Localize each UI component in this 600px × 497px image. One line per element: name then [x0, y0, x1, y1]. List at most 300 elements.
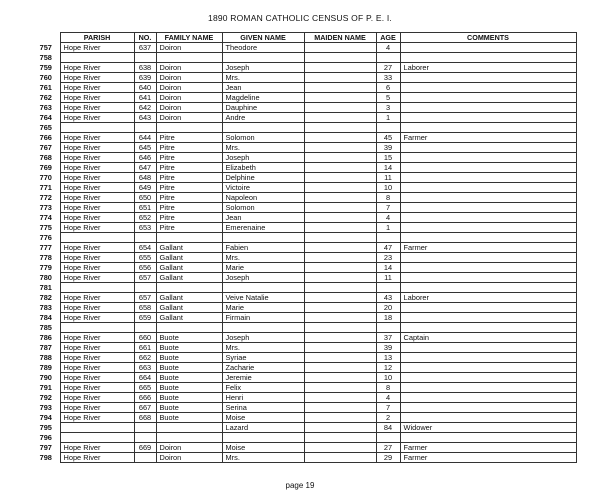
age-cell: 29 — [376, 453, 400, 463]
given-name-cell: Mrs. — [222, 253, 304, 263]
census-table — [32, 32, 577, 463]
header-row — [32, 33, 576, 43]
given-name-cell: Victoire — [222, 183, 304, 193]
table-row — [32, 223, 576, 233]
family-name-cell: Doiron — [156, 93, 222, 103]
row-number: 798 — [39, 453, 52, 462]
family-name-cell: Pitre — [156, 163, 222, 173]
family-name-cell: Pitre — [156, 153, 222, 163]
row-number: 764 — [39, 113, 52, 122]
table-row — [32, 63, 576, 73]
row-number: 771 — [39, 183, 52, 192]
comments-cell — [400, 223, 576, 233]
given-name-cell: Elizabeth — [222, 163, 304, 173]
comments-cell: Widower — [400, 423, 576, 433]
family-name-cell: Gallant — [156, 293, 222, 303]
number-cell: 669 — [134, 443, 156, 453]
comments-cell: Laborer — [400, 63, 576, 73]
comments-cell — [400, 143, 576, 153]
parish-cell: Hope River — [60, 263, 134, 273]
parish-cell: Hope River — [60, 213, 134, 223]
table-row — [32, 183, 576, 193]
number-cell — [134, 453, 156, 463]
age-cell: 45 — [376, 133, 400, 143]
given-name-cell: Napoleon — [222, 193, 304, 203]
comments-cell — [400, 303, 576, 313]
census-body — [32, 43, 576, 463]
row-number: 762 — [39, 93, 52, 102]
given-name-cell — [222, 233, 304, 243]
row-number: 759 — [39, 63, 52, 72]
parish-cell: Hope River — [60, 293, 134, 303]
maiden-name-cell — [304, 323, 376, 333]
maiden-name-cell — [304, 423, 376, 433]
comments-cell: Farmer — [400, 243, 576, 253]
row-number: 763 — [39, 103, 52, 112]
comments-cell — [400, 183, 576, 193]
family-name-cell — [156, 53, 222, 63]
age-cell: 47 — [376, 243, 400, 253]
given-name-cell: Mrs. — [222, 343, 304, 353]
age-cell — [376, 53, 400, 63]
comments-cell: Farmer — [400, 453, 576, 463]
comments-cell: Captain — [400, 333, 576, 343]
maiden-name-cell — [304, 133, 376, 143]
given-name-cell: Solomon — [222, 203, 304, 213]
number-cell: 666 — [134, 393, 156, 403]
number-cell: 639 — [134, 73, 156, 83]
parish-cell: Hope River — [60, 143, 134, 153]
maiden-name-cell — [304, 163, 376, 173]
row-number: 769 — [39, 163, 52, 172]
comments-cell — [400, 383, 576, 393]
comments-cell — [400, 233, 576, 243]
maiden-name-cell — [304, 313, 376, 323]
table-row — [32, 383, 576, 393]
comments-cell — [400, 103, 576, 113]
number-cell: 652 — [134, 213, 156, 223]
family-name-cell: Buote — [156, 353, 222, 363]
number-cell — [134, 123, 156, 133]
table-row — [32, 143, 576, 153]
comments-cell — [400, 163, 576, 173]
age-cell: 11 — [376, 173, 400, 183]
parish-cell: Hope River — [60, 373, 134, 383]
maiden-name-cell — [304, 223, 376, 233]
family-name-cell: Pitre — [156, 223, 222, 233]
family-name-cell: Gallant — [156, 263, 222, 273]
age-cell: 39 — [376, 143, 400, 153]
parish-cell: Hope River — [60, 223, 134, 233]
number-cell: 645 — [134, 143, 156, 153]
table-row — [32, 313, 576, 323]
comments-cell: Farmer — [400, 133, 576, 143]
maiden-name-cell — [304, 53, 376, 63]
maiden-name-cell — [304, 303, 376, 313]
given-name-cell: Joseph — [222, 63, 304, 73]
family-name-cell — [156, 433, 222, 443]
header-maiden-name: MAIDEN NAME — [304, 33, 376, 43]
parish-cell: Hope River — [60, 383, 134, 393]
maiden-name-cell — [304, 83, 376, 93]
table-row — [32, 103, 576, 113]
table-row — [32, 173, 576, 183]
row-number: 760 — [39, 73, 52, 82]
age-cell: 39 — [376, 343, 400, 353]
maiden-name-cell — [304, 113, 376, 123]
comments-cell — [400, 373, 576, 383]
row-number: 788 — [39, 353, 52, 362]
family-name-cell: Pitre — [156, 203, 222, 213]
parish-cell: Hope River — [60, 103, 134, 113]
parish-cell — [60, 233, 134, 243]
row-number: 793 — [39, 403, 52, 412]
family-name-cell: Pitre — [156, 143, 222, 153]
age-cell: 1 — [376, 223, 400, 233]
table-row — [32, 83, 576, 93]
age-cell: 3 — [376, 103, 400, 113]
family-name-cell: Gallant — [156, 303, 222, 313]
number-cell: 638 — [134, 63, 156, 73]
table-row — [32, 73, 576, 83]
given-name-cell: Emerenaine — [222, 223, 304, 233]
row-number: 766 — [39, 133, 52, 142]
table-row — [32, 363, 576, 373]
given-name-cell: Joseph — [222, 273, 304, 283]
row-number: 796 — [39, 433, 52, 442]
row-number: 786 — [39, 333, 52, 342]
row-number: 774 — [39, 213, 52, 222]
table-row — [32, 433, 576, 443]
parish-cell: Hope River — [60, 253, 134, 263]
number-cell: 654 — [134, 243, 156, 253]
given-name-cell: Dauphine — [222, 103, 304, 113]
maiden-name-cell — [304, 73, 376, 83]
given-name-cell: Delphine — [222, 173, 304, 183]
maiden-name-cell — [304, 283, 376, 293]
number-cell: 662 — [134, 353, 156, 363]
row-number: 789 — [39, 363, 52, 372]
given-name-cell: Marie — [222, 263, 304, 273]
comments-cell: Laborer — [400, 293, 576, 303]
table-row — [32, 43, 576, 53]
comments-cell — [400, 93, 576, 103]
maiden-name-cell — [304, 233, 376, 243]
parish-cell: Hope River — [60, 453, 134, 463]
table-row — [32, 443, 576, 453]
number-cell: 656 — [134, 263, 156, 273]
parish-cell: Hope River — [60, 273, 134, 283]
given-name-cell: Jean — [222, 213, 304, 223]
comments-cell — [400, 353, 576, 363]
parish-cell: Hope River — [60, 363, 134, 373]
given-name-cell: Veive Natalie — [222, 293, 304, 303]
family-name-cell: Buote — [156, 343, 222, 353]
comments-cell — [400, 193, 576, 203]
number-cell: 667 — [134, 403, 156, 413]
family-name-cell: Doiron — [156, 63, 222, 73]
number-cell: 637 — [134, 43, 156, 53]
parish-cell: Hope River — [60, 113, 134, 123]
row-number: 790 — [39, 373, 52, 382]
given-name-cell — [222, 283, 304, 293]
comments-cell — [400, 43, 576, 53]
parish-cell: Hope River — [60, 183, 134, 193]
parish-cell — [60, 423, 134, 433]
table-row — [32, 423, 576, 433]
maiden-name-cell — [304, 293, 376, 303]
number-cell — [134, 433, 156, 443]
parish-cell: Hope River — [60, 133, 134, 143]
family-name-cell: Buote — [156, 393, 222, 403]
row-number: 778 — [39, 253, 52, 262]
row-number: 772 — [39, 193, 52, 202]
age-cell: 8 — [376, 383, 400, 393]
row-number: 791 — [39, 383, 52, 392]
number-cell: 668 — [134, 413, 156, 423]
table-row — [32, 133, 576, 143]
table-row — [32, 373, 576, 383]
comments-cell — [400, 393, 576, 403]
family-name-cell: Gallant — [156, 313, 222, 323]
parish-cell: Hope River — [60, 173, 134, 183]
age-cell: 12 — [376, 363, 400, 373]
age-cell: 14 — [376, 163, 400, 173]
comments-cell — [400, 173, 576, 183]
maiden-name-cell — [304, 393, 376, 403]
age-cell — [376, 233, 400, 243]
given-name-cell: Mrs. — [222, 143, 304, 153]
parish-cell: Hope River — [60, 393, 134, 403]
row-number: 779 — [39, 263, 52, 272]
age-cell: 18 — [376, 313, 400, 323]
family-name-cell: Gallant — [156, 253, 222, 263]
table-row — [32, 153, 576, 163]
parish-cell: Hope River — [60, 403, 134, 413]
age-cell: 5 — [376, 93, 400, 103]
maiden-name-cell — [304, 403, 376, 413]
number-cell: 657 — [134, 293, 156, 303]
maiden-name-cell — [304, 433, 376, 443]
comments-cell — [400, 343, 576, 353]
family-name-cell: Doiron — [156, 103, 222, 113]
row-number: 792 — [39, 393, 52, 402]
given-name-cell: Felix — [222, 383, 304, 393]
table-row — [32, 343, 576, 353]
family-name-cell: Doiron — [156, 83, 222, 93]
age-cell — [376, 323, 400, 333]
parish-cell: Hope River — [60, 73, 134, 83]
table-row — [32, 293, 576, 303]
maiden-name-cell — [304, 103, 376, 113]
parish-cell — [60, 433, 134, 443]
table-row — [32, 263, 576, 273]
age-cell: 10 — [376, 183, 400, 193]
given-name-cell: Firmain — [222, 313, 304, 323]
age-cell: 4 — [376, 393, 400, 403]
comments-cell — [400, 363, 576, 373]
header-row-number — [32, 33, 60, 43]
row-number: 782 — [39, 293, 52, 302]
maiden-name-cell — [304, 253, 376, 263]
table-row — [32, 163, 576, 173]
comments-cell — [400, 253, 576, 263]
given-name-cell: Jean — [222, 83, 304, 93]
number-cell: 663 — [134, 363, 156, 373]
age-cell: 33 — [376, 73, 400, 83]
number-cell — [134, 423, 156, 433]
maiden-name-cell — [304, 373, 376, 383]
page-number: page 19 — [285, 481, 315, 490]
number-cell: 655 — [134, 253, 156, 263]
parish-cell: Hope River — [60, 193, 134, 203]
table-row — [32, 393, 576, 403]
row-number: 768 — [39, 153, 52, 162]
given-name-cell: Fabien — [222, 243, 304, 253]
family-name-cell — [156, 233, 222, 243]
maiden-name-cell — [304, 263, 376, 273]
table-row — [32, 123, 576, 133]
number-cell: 658 — [134, 303, 156, 313]
number-cell: 659 — [134, 313, 156, 323]
maiden-name-cell — [304, 43, 376, 53]
header-given-name: GIVEN NAME — [222, 33, 304, 43]
maiden-name-cell — [304, 173, 376, 183]
comments-cell — [400, 213, 576, 223]
parish-cell: Hope River — [60, 83, 134, 93]
comments-cell — [400, 83, 576, 93]
parish-cell: Hope River — [60, 93, 134, 103]
age-cell: 7 — [376, 203, 400, 213]
age-cell: 13 — [376, 353, 400, 363]
age-cell: 37 — [376, 333, 400, 343]
comments-cell — [400, 433, 576, 443]
given-name-cell: Moise — [222, 413, 304, 423]
number-cell: 647 — [134, 163, 156, 173]
maiden-name-cell — [304, 273, 376, 283]
row-number: 773 — [39, 203, 52, 212]
parish-cell: Hope River — [60, 343, 134, 353]
table-row — [32, 403, 576, 413]
number-cell: 660 — [134, 333, 156, 343]
parish-cell: Hope River — [60, 303, 134, 313]
number-cell: 650 — [134, 193, 156, 203]
header-comments: COMMENTS — [400, 33, 576, 43]
family-name-cell — [156, 423, 222, 433]
number-cell: 661 — [134, 343, 156, 353]
comments-cell: Farmer — [400, 443, 576, 453]
table-row — [32, 253, 576, 263]
parish-cell: Hope River — [60, 63, 134, 73]
given-name-cell: Joseph — [222, 153, 304, 163]
given-name-cell: Solomon — [222, 133, 304, 143]
parish-cell: Hope River — [60, 153, 134, 163]
row-number: 785 — [39, 323, 52, 332]
page-title: 1890 ROMAN CATHOLIC CENSUS OF P. E. I. — [208, 13, 392, 23]
comments-cell — [400, 203, 576, 213]
parish-cell: Hope River — [60, 313, 134, 323]
parish-cell — [60, 323, 134, 333]
table-row — [32, 113, 576, 123]
comments-cell — [400, 413, 576, 423]
given-name-cell: Magdeline — [222, 93, 304, 103]
table-row — [32, 243, 576, 253]
family-name-cell: Gallant — [156, 243, 222, 253]
family-name-cell: Pitre — [156, 213, 222, 223]
number-cell: 649 — [134, 183, 156, 193]
parish-cell — [60, 283, 134, 293]
number-cell: 648 — [134, 173, 156, 183]
age-cell: 27 — [376, 63, 400, 73]
number-cell: 665 — [134, 383, 156, 393]
number-cell — [134, 53, 156, 63]
row-number: 777 — [39, 243, 52, 252]
parish-cell: Hope River — [60, 413, 134, 423]
family-name-cell: Pitre — [156, 173, 222, 183]
maiden-name-cell — [304, 353, 376, 363]
row-number: 757 — [39, 43, 52, 52]
number-cell: 651 — [134, 203, 156, 213]
table-row — [32, 233, 576, 243]
maiden-name-cell — [304, 343, 376, 353]
parish-cell — [60, 53, 134, 63]
maiden-name-cell — [304, 93, 376, 103]
row-number: 784 — [39, 313, 52, 322]
age-cell: 20 — [376, 303, 400, 313]
maiden-name-cell — [304, 333, 376, 343]
maiden-name-cell — [304, 203, 376, 213]
table-row — [32, 283, 576, 293]
family-name-cell: Pitre — [156, 193, 222, 203]
table-row — [32, 273, 576, 283]
row-number: 787 — [39, 343, 52, 352]
number-cell: 642 — [134, 103, 156, 113]
parish-cell: Hope River — [60, 333, 134, 343]
given-name-cell — [222, 433, 304, 443]
age-cell: 14 — [376, 263, 400, 273]
family-name-cell: Buote — [156, 373, 222, 383]
given-name-cell: Lazard — [222, 423, 304, 433]
parish-cell: Hope River — [60, 243, 134, 253]
given-name-cell: Serina — [222, 403, 304, 413]
number-cell: 646 — [134, 153, 156, 163]
age-cell: 4 — [376, 213, 400, 223]
maiden-name-cell — [304, 363, 376, 373]
parish-cell: Hope River — [60, 443, 134, 453]
age-cell: 8 — [376, 193, 400, 203]
table-row — [32, 203, 576, 213]
family-name-cell: Doiron — [156, 113, 222, 123]
comments-cell — [400, 73, 576, 83]
comments-cell — [400, 53, 576, 63]
table-row — [32, 323, 576, 333]
number-cell: 641 — [134, 93, 156, 103]
number-cell — [134, 233, 156, 243]
row-number: 765 — [39, 123, 52, 132]
given-name-cell: Zacharie — [222, 363, 304, 373]
header-no: NO. — [134, 33, 156, 43]
maiden-name-cell — [304, 243, 376, 253]
family-name-cell — [156, 323, 222, 333]
family-name-cell: Pitre — [156, 133, 222, 143]
row-number: 783 — [39, 303, 52, 312]
age-cell: 11 — [376, 273, 400, 283]
comments-cell — [400, 263, 576, 273]
comments-cell — [400, 323, 576, 333]
given-name-cell: Jeremie — [222, 373, 304, 383]
table-row — [32, 303, 576, 313]
row-number: 767 — [39, 143, 52, 152]
